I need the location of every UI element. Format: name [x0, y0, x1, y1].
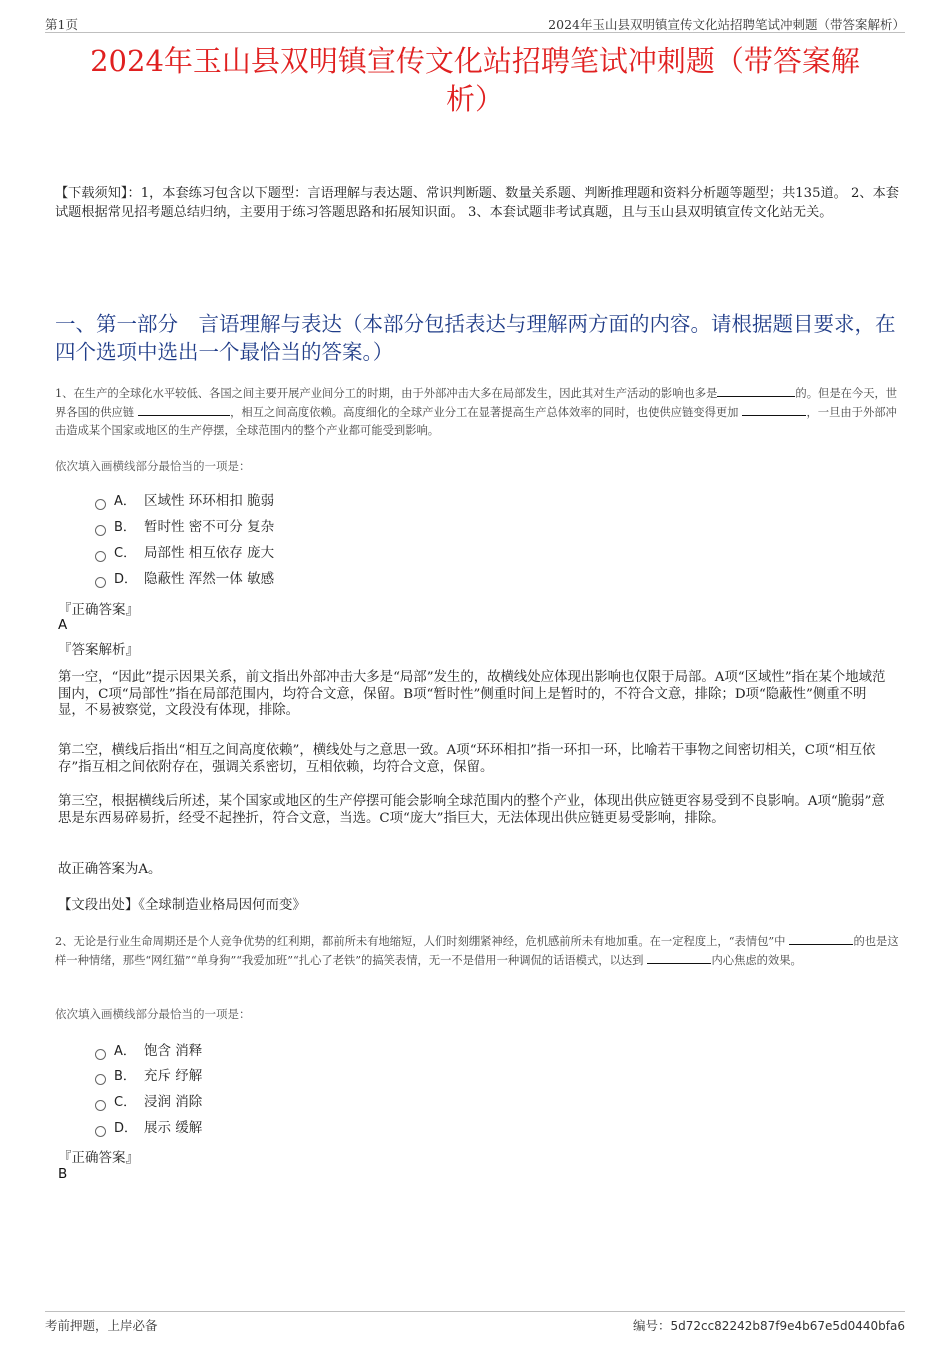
document-title	[60, 42, 890, 118]
q1-option-a[interactable]: A． 区域性 环环相扣 脆弱	[95, 491, 274, 511]
radio-icon[interactable]	[95, 525, 106, 536]
q1-option-c[interactable]: C． 局部性 相互依存 庞大	[95, 543, 274, 563]
radio-icon[interactable]	[95, 499, 106, 510]
q2-text-part3: 内心焦虑的效果。	[711, 954, 802, 967]
q1-blank-1	[717, 384, 795, 397]
radio-icon[interactable]	[95, 1100, 106, 1111]
q1-option-b[interactable]: B． 暂时性 密不可分 复杂	[95, 517, 274, 537]
radio-icon[interactable]	[95, 551, 106, 562]
q2-blank-1	[789, 932, 853, 945]
q2-text-part2: 的也是这样一种情绪，那些“网红猫”“单身狗”“我爱加班”“扎心了老铁”的搞笑表情，无一不是借用一种调侃的话语模式，以达到	[55, 935, 899, 967]
title-line-2: 析）	[445, 82, 504, 116]
section-heading: 一、第一部分 言语理解与表达（本部分包括表达与理解两方面的内容。请根据题目要求，在四个选项中选出一个最恰当的答案。）	[55, 312, 896, 364]
footer-slogan: 考前押题，上岸必备	[45, 1318, 158, 1333]
q2-option-d[interactable]: D． 展示 缓解	[95, 1118, 202, 1138]
q1-answer: A	[58, 617, 68, 633]
q1-analysis-para-1: 第一空，“因此”提示因果关系，前文指出外部冲击大多是“局部”发生的，故横线处应体现出影响也仅限于局部。A项“区域性”指在某个地域范围内，C项“局部性”指在局部范围内，均符合文意，保留。B项“暂时性”侧重时间上是暂时的，不符合文意，排除；D项“隐蔽性”侧重不明显，不易被察觉，文段没有体现，排除。	[58, 670, 886, 718]
q1-prompt: 依次填入画横线部分最恰当的一项是：	[55, 459, 251, 473]
q2-option-c[interactable]: C． 浸润 消除	[95, 1092, 202, 1112]
q1-text-part3: ，相互之间高度依赖。高度细化的全球产业分工在显著提高生产总体效率的同时，也使供应链变得更加	[230, 406, 739, 419]
q1-blank-3	[742, 403, 806, 416]
q1-text-part4: ，一旦由于外部冲击造成某个国家或地区的生产停摆，全球范围内的整个产业都可能受到影响。	[55, 406, 897, 437]
radio-icon[interactable]	[95, 1049, 106, 1060]
q1-answer-label: 『正确答案』	[58, 602, 139, 618]
footer-code	[633, 1316, 905, 1334]
q1-source: 【文段出处】《全球制造业格局因何而变》	[58, 898, 306, 913]
q1-analysis-label: 『答案解析』	[58, 642, 139, 658]
q2-prompt: 依次填入画横线部分最恰当的一项是：	[55, 1007, 251, 1021]
question-1-text	[55, 384, 900, 440]
q1-analysis-para-2: 第二空，横线后指出“相互之间高度依赖”，横线处与之意思一致。A项“环环相扣”指一环扣一环，比喻若干事物之间密切相关，C项“相互依存”指互相之间依附存在，强调关系密切，互相依赖，均符合文意，保留。	[58, 743, 876, 775]
q1-analysis-para-3: 第三空，根据横线后所述，某个国家或地区的生产停摆可能会影响全球范围内的整个产业，体现出供应链更容易受到不良影响。A项“脆弱”意思是东西易碎易折，经受不起挫折，符合文意，当选。C项“庞大”指巨大，无法体现出供应链更易受影响，排除。	[58, 794, 885, 826]
q1-text-part1: 1、在生产的全球化水平较低、各国之间主要开展产业间分工的时期，由于外部冲击大多在局部发生，因此其对生产活动的影响也多是	[55, 387, 718, 400]
radio-icon[interactable]	[95, 577, 106, 588]
radio-icon[interactable]	[95, 1126, 106, 1137]
q2-option-a[interactable]: A． 饱含 消释	[95, 1041, 202, 1061]
q2-answer-label: 『正确答案』	[58, 1150, 139, 1166]
page-header	[45, 12, 905, 33]
title-line-1: 2024年玉山县双明镇宣传文化站招聘笔试冲刺题（带答案解	[90, 44, 860, 78]
q2-option-b[interactable]: B． 充斥 纾解	[95, 1066, 202, 1086]
question-2-text	[55, 932, 900, 970]
footer-code-label: 编号：	[632, 1318, 671, 1333]
download-notice: 【下载须知】：1，本套练习包含以下题型：言语理解与表达题、常识判断题、数量关系题、判断推理题和资料分析题等题型；共135道。 2、本套试题根据常见招考题总结归纳，主要用于练习答题思路和拓展知识面。 3、本套试题非考试真题，且与玉山县双明镇宣传文化站无关。	[55, 186, 899, 220]
header-doc-title: 2024年玉山县双明镇宣传文化站招聘笔试冲刺题（带答案解析）	[548, 17, 905, 32]
q2-blank-2	[647, 951, 711, 964]
q1-conclusion: 故正确答案为A。	[58, 862, 162, 877]
page-footer	[45, 1311, 905, 1336]
footer-code-value: 5d72cc82242b87f9e4b67e5d0440bfa6	[670, 1319, 905, 1333]
q2-answer: B	[58, 1166, 68, 1182]
page-number: 第1页	[45, 17, 78, 32]
radio-icon[interactable]	[95, 1074, 106, 1085]
q1-blank-2	[138, 403, 230, 416]
q2-text-part1: 2、无论是行业生命周期还是个人竞争优势的红利期，都前所未有地缩短，人们时刻绷紧神经，危机感前所未有地加重。在一定程度上，“表情包”中	[55, 935, 786, 948]
q1-option-d[interactable]: D． 隐蔽性 浑然一体 敏感	[95, 569, 274, 589]
q1-text-part2: 的。但是在今天，世界各国的供应链	[55, 387, 898, 419]
